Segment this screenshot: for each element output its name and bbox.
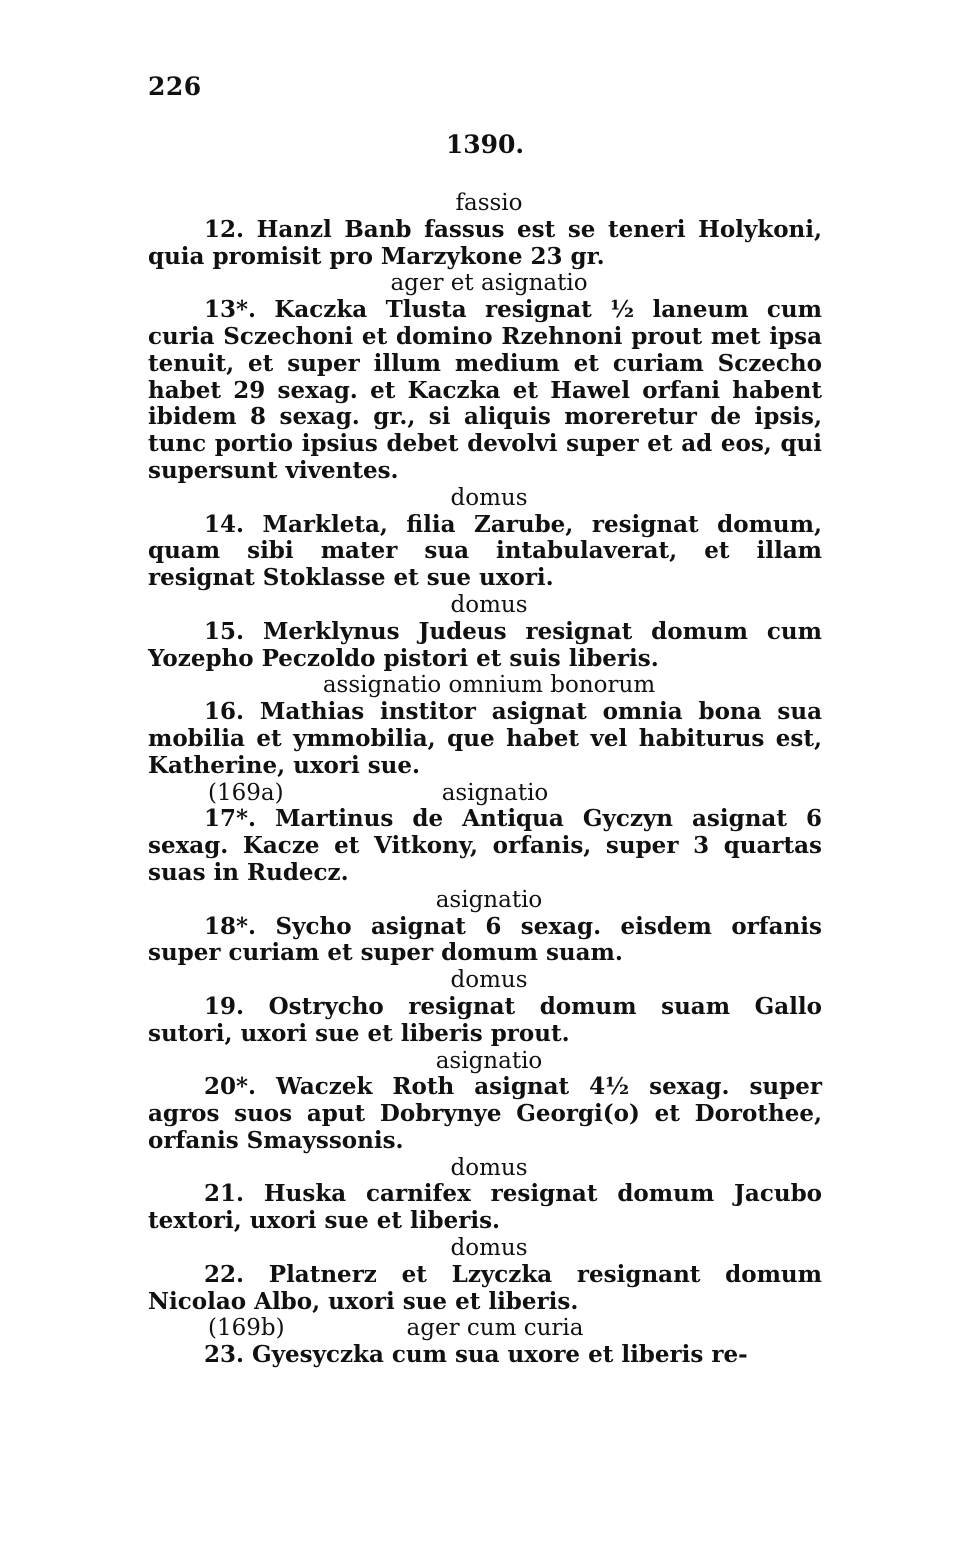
- entry-21: [148, 1155, 822, 1235]
- entry-16: [148, 672, 822, 779]
- entry-heading: domus: [450, 1154, 528, 1181]
- entry-heading: asignatio: [435, 1047, 543, 1074]
- entry-text: 16. Mathias institor asignat omnia bona sua mobilia et ymmobilia, que habet vel habiturus est, Katherine, uxori sue.: [148, 698, 822, 779]
- document-body: [148, 190, 822, 1369]
- entry-heading: fassio: [455, 190, 523, 216]
- entry-17: [148, 780, 822, 887]
- entry-text: 19. Ostrycho resignat domum suam Gallo sutori, uxori sue et liberis prout.: [148, 992, 822, 1047]
- entry-text: 15. Merklynus Judeus resignat domum cum Yozepho Peczoldo pistori et suis liberis.: [148, 617, 822, 672]
- entry-heading: asignatio: [441, 779, 549, 806]
- entry-heading: domus: [450, 1235, 528, 1262]
- entry-text: 23. Gyesyczka cum sua uxore et liberis re-: [204, 1341, 748, 1369]
- entry-text: 20*. Waczek Roth asignat 4½ sexag. super agros suos aput Dobrynye Georgi(o) et Dorothee, orfanis Smayssonis.: [148, 1073, 822, 1154]
- entry-text: 22. Platnerz et Lzyczka resignant domum Nicolao Albo, uxori sue et liberis.: [148, 1260, 822, 1315]
- entry-heading: ager cum curia: [406, 1315, 584, 1342]
- entry-23: [148, 1315, 822, 1369]
- entry-heading: ager et asignatio: [390, 270, 588, 297]
- entry-heading: domus: [450, 591, 528, 618]
- page-reference: (169b): [208, 1315, 285, 1342]
- entry-text: 14. Markleta, filia Zarube, resignat domum, quam sibi mater sua intabulaverat, et illam resignat Stoklasse et sue uxori.: [148, 510, 822, 592]
- entry-22: [148, 1235, 822, 1315]
- entry-18: [148, 887, 822, 967]
- year-heading: 1390.: [445, 130, 525, 159]
- entry-heading-row: [148, 780, 822, 807]
- entry-14: [148, 485, 822, 592]
- entry-text: 18*. Sycho asignat 6 sexag. eisdem orfanis super curiam et super domum suam.: [148, 912, 822, 967]
- entry-text: 12. Hanzl Banb fassus est se teneri Holykoni, quia promisit pro Marzykone 23 gr.: [148, 215, 822, 270]
- page-reference: (169a): [208, 779, 284, 806]
- entry-20: [148, 1048, 822, 1155]
- entry-text: 21. Huska carnifex resignat domum Jacubo textori, uxori sue et liberis.: [148, 1180, 822, 1235]
- entry-19: [148, 967, 822, 1047]
- entry-heading: asignatio: [435, 886, 543, 913]
- entry-heading: assignatio omnium bonorum: [322, 672, 656, 699]
- entry-15: [148, 592, 822, 672]
- entry-text: 13*. Kaczka Tlusta resignat ½ laneum cum curia Sczechoni et domino Rzehnoni prout met ipsa tenuit, et super illum medium et curiam Sczecho habet 29 sexag. et Kaczka et Hawel orfani habent ibidem 8 sexag. gr., si aliquis moreretur de ipsis, tunc portio ipsius debet devolvi super et ad eos, qui supersunt viventes.: [148, 296, 822, 484]
- entry-13: [148, 270, 822, 484]
- entry-heading: domus: [450, 484, 528, 511]
- page-number: 226: [148, 72, 202, 101]
- entry-12: [148, 190, 822, 270]
- entry-heading-row: [148, 1315, 822, 1342]
- entry-text: 17*. Martinus de Antiqua Gyczyn asignat 6 sexag. Kacze et Vitkony, orfanis, super 3 quartas suas in Rudecz.: [148, 805, 822, 886]
- entry-heading: domus: [450, 967, 528, 994]
